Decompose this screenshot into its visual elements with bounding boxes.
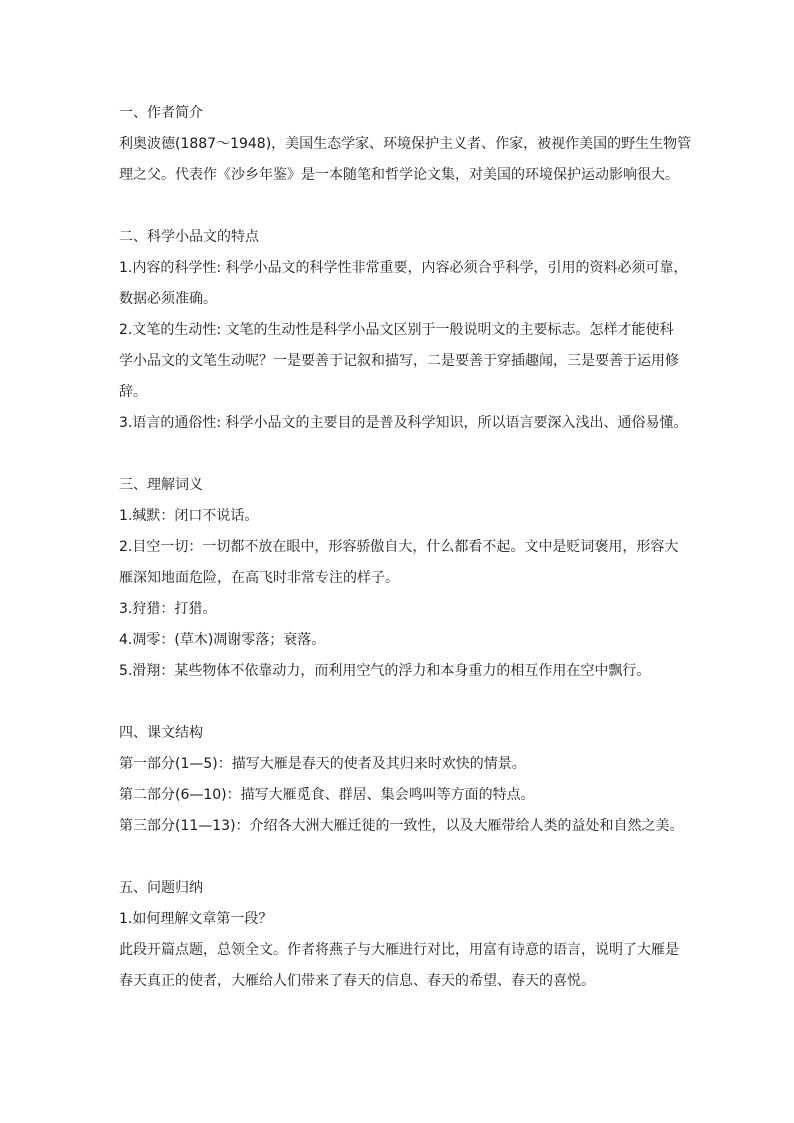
paragraph-line: 第三部分(11—13)：介绍各大洲大雁迁徙的一致性，以及大雁带给人类的益处和自然之美。 — [119, 818, 684, 834]
paragraph-line: 1.内容的科学性: 科学小品文的科学性非常重要，内容必须合乎科学，引用的资料必须可靠， — [119, 260, 688, 276]
paragraph-line: 5.滑翔：某些物体不依靠动力，而利用空气的浮力和本身重力的相互作用在空中飘行。 — [119, 663, 651, 679]
section-author — [119, 98, 692, 191]
section-heading: 一、作者简介 — [119, 105, 203, 121]
section-spacer — [119, 191, 679, 222]
paragraph-line: 2.文笔的生动性: 文笔的生动性是科学小品文区别于一般说明文的主要标志。怎样才能使科 — [119, 322, 674, 338]
paragraph-line: 春天真正的使者，大雁给人们带来了春天的信息、春天的希望、春天的喜悦。 — [119, 973, 595, 989]
paragraph-line: 雁深知地面危险，在高飞时非常专注的样子。 — [119, 570, 399, 586]
paragraph-line: 利奥波德(1887～1948)，美国生态学家、环境保护主义者、作家，被视作美国的野生生物管 — [119, 136, 692, 152]
section-heading: 四、课文结构 — [119, 725, 203, 741]
section-heading: 五、问题归纳 — [119, 880, 203, 896]
paragraph-line: 3.狩猎：打猎。 — [119, 601, 217, 617]
paragraph-line: 数据必须准确。 — [119, 291, 217, 307]
paragraph-line: 辞。 — [119, 384, 147, 400]
paragraph-line: 1.如何理解文章第一段？ — [119, 911, 273, 927]
paragraph-line: 3.语言的通俗性: 科学小品文的主要目的是普及科学知识，所以语言要深入浅出、通俗易懂。 — [119, 415, 688, 431]
section-spacer — [119, 842, 679, 873]
section-heading: 三、理解词义 — [119, 477, 203, 493]
document-page — [119, 98, 692, 997]
section-features — [119, 222, 688, 439]
paragraph-line: 此段开篇点题，总领全文。作者将燕子与大雁进行对比，用富有诗意的语言，说明了大雁是 — [119, 942, 679, 958]
paragraph-line: 4.凋零：(草木)凋谢零落；衰落。 — [119, 632, 326, 648]
paragraph-line: 理之父。代表作《沙乡年鉴》是一本随笔和哲学论文集，对美国的环境保护运动影响很大。 — [119, 167, 679, 183]
section-structure — [119, 718, 684, 842]
paragraph-line: 第二部分(6—10)：描写大雁觅食、群居、集会鸣叫等方面的特点。 — [119, 787, 535, 803]
section-spacer — [119, 687, 679, 718]
paragraph-line: 第一部分(1—5)：描写大雁是春天的使者及其归来时欢快的情景。 — [119, 756, 526, 772]
section-vocabulary — [119, 470, 679, 687]
paragraph-line: 学小品文的文笔生动呢？一是要善于记叙和描写，二是要善于穿插趣闻，三是要善于运用修 — [119, 353, 679, 369]
paragraph-line: 1.缄默：闭口不说话。 — [119, 508, 259, 524]
section-questions — [119, 873, 679, 997]
section-heading: 二、科学小品文的特点 — [119, 229, 259, 245]
paragraph-line: 2.目空一切：一切都不放在眼中，形容骄傲自大，什么都看不起。文中是贬词褒用，形容大 — [119, 539, 679, 555]
section-spacer — [119, 439, 679, 470]
